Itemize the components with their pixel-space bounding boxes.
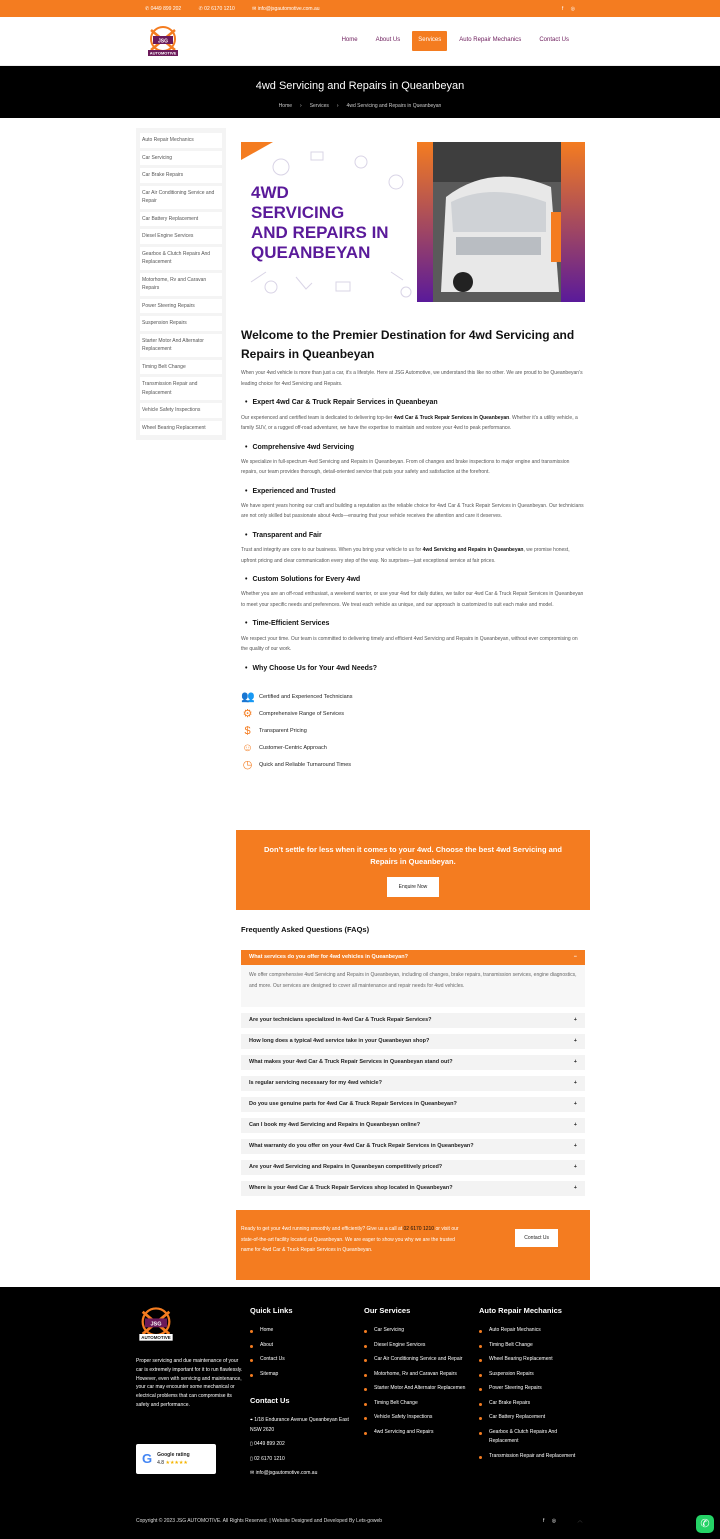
sidebar-item[interactable]: Transmission Repair and Replacement [140,377,222,400]
feature-item: $ Transparent Pricing [241,723,585,740]
main-nav [0,17,720,66]
scroll-top-icon[interactable]: ︿ [577,1518,583,1524]
nav-menu [336,31,575,51]
section-heading: • Time-Efficient Services [241,618,585,629]
faq-question[interactable]: Can I book my 4wd Servicing and Repairs in Queanbeyan online? + [241,1118,585,1133]
svg-text:JSG: JSG [157,38,169,45]
enquire-now-button[interactable]: Enquire Now [387,877,440,897]
services-sidebar [136,128,226,440]
sidebar-item[interactable]: Timing Belt Change [140,360,222,375]
section-text: Our experienced and certified team is dedicated to delivering top-tier 4wd Car & Truck Repair Services in Queanbeyan. Whether it’s a utility vehicle, a family SUV, or a rugged off-road adventurer, we have the expertise to maintain and restore your 4wd to peak performance. [241,414,578,432]
section-text: We respect your time. Our team is committed to delivering timely and efficient 4wd Servicing and Repairs in Queanbeyan, without ever compromising on the quality of our work. [241,635,578,652]
footer-link[interactable]: Car Air Conditioning Service and Repair [364,1355,469,1365]
feature-list [241,689,585,774]
price-icon: $ [244,724,251,737]
section-heading: • Why Choose Us for Your 4wd Needs? [241,663,585,674]
plus-icon: + [573,1017,577,1024]
footer-link[interactable]: Transmission Repair and Replacement [479,1452,579,1462]
footer-link[interactable]: Timing Belt Change [364,1399,469,1409]
footer-link[interactable]: Gearbox & Clutch Repairs And Replacement [479,1428,579,1447]
clock-icon: ◷ [242,758,253,771]
email-icon: ✉ [250,1470,256,1476]
services-icon: ⚙ [242,707,253,720]
mobile-icon: ▯ [250,1441,255,1447]
footer-link[interactable]: Diesel Engine Services [364,1341,469,1351]
customer-icon: ☺ [241,741,254,754]
footer-link[interactable]: About [250,1341,350,1351]
sidebar-item[interactable]: Car Air Conditioning Service and Repair [140,186,222,209]
page-hero [0,66,720,118]
footer-link[interactable]: Contact Us [250,1355,350,1365]
plus-icon: + [573,1164,577,1171]
sidebar-item[interactable]: Vehicle Safety Inspections [140,403,222,418]
footer-link[interactable]: Vehicle Safety Inspections [364,1413,469,1423]
faq-accordion [241,950,585,1202]
section-heading: • Custom Solutions for Every 4wd [241,574,585,585]
plus-icon: + [573,1143,577,1150]
banner-line-2: SERVICING [251,203,345,222]
svg-text:AUTOMOTIVE: AUTOMOTIVE [149,50,177,56]
footer-link[interactable]: Sitemap [250,1370,350,1380]
phone-link-1[interactable]: ✆ 0449 899 202 [145,5,182,12]
plus-icon: + [573,1080,577,1087]
footer-about: Proper servicing and due maintenance of your car is extremely important for it to run flawlessly. However, even with servicing and maintenance, your car may encounter some mechanical or electrical problems that can compromise its safety and performance. [136,1358,243,1408]
section-heading: • Expert 4wd Car & Truck Repair Services in Queanbeyan [241,397,585,408]
faq-question[interactable]: Are your technicians specialized in 4wd Car & Truck Repair Services? + [241,1013,585,1028]
facebook-icon[interactable]: f [561,5,564,12]
logo[interactable] [145,24,181,58]
svg-text:AUTOMOTIVE: AUTOMOTIVE [141,1335,171,1340]
whatsapp-icon[interactable]: ✆ [696,1515,714,1533]
faq-question[interactable]: Where is your 4wd Car & Truck Repair Services shop located in Queanbeyan? + [241,1181,585,1196]
footer-link[interactable]: Auto Repair Mechanics [479,1326,579,1336]
faq-question[interactable]: Is regular servicing necessary for my 4wd vehicle? + [241,1076,585,1091]
cta-text: Don’t settle for less when it comes to your 4wd. Choose the best 4wd Servicing and Repairs in Queanbeyan. [264,845,562,866]
contact-cta-text: Ready to get your 4wd running smoothly and efficiently? Give us a call at 02 6170 1210 or visit our state-of-the-art facility located at Queanbeyan. We are eager to show you why we are the trusted name for 4wd Car & Truck Repair Services in Queanbeyan. [241,1226,459,1253]
main-content [236,128,590,1253]
nav-item-contact-us[interactable]: Contact Us [539,37,569,44]
section-heading: • Transparent and Fair [241,530,585,541]
faq-answer: We offer comprehensive 4wd Servicing and Repairs in Queanbeyan, including oil changes, brake repairs, transmission services, engine diagnostics, and more. Our services are designed to cover all maintenance and repair needs for 4wd vehicles. [241,965,585,1007]
footer-link[interactable]: Home [250,1326,350,1336]
copyright: Copyright © 2023 JSG AUTOMOTIVE. All Rights Reserved. | Website Designed and Developed By Lets-goweb [136,1518,383,1524]
footer-link[interactable]: Starter Motor And Alternator Replacemen [364,1384,469,1394]
contact-us-button[interactable]: Contact Us [515,1229,558,1247]
welcome-heading: Welcome to the Premier Destination for 4wd Servicing and Repairs in Queanbeyan [241,328,575,362]
footer-link[interactable]: Timing Belt Change [479,1341,579,1351]
nav-item-services[interactable]: Services [412,31,447,51]
feature-item: ◷ Quick and Reliable Turnaround Times [242,758,352,771]
faq-title: Frequently Asked Questions (FAQs) [241,925,370,934]
intro-text: When your 4wd vehicle is more than just a car, it’s a lifestyle. Here at JSG Automotive, we understand this like no other. We are proud to be Queanbeyan’s leading choice for 4wd Servicing and Repairs. [241,370,583,387]
bold-phrase: 4wd Car & Truck Repair Services in Queanbeyan [393,414,510,421]
google-icon: G [142,1450,153,1466]
team-icon: 👥 [241,690,255,703]
footer-phone-1[interactable]: 0449 899 202 [254,1441,285,1447]
footer-link[interactable]: 4wd Servicing and Repairs [364,1428,469,1438]
plus-icon: + [573,1185,577,1192]
footer-link[interactable]: Suspension Repairs [479,1370,579,1380]
sidebar-item[interactable]: Diesel Engine Services [140,229,222,244]
bold-phrase: 4wd Servicing and Repairs in Queanbeyan [422,547,524,554]
quick-links: Quick Links Home About Contact Us Sitemap Contact Us ⌖ 1/18 Endurance Avenue Queanbeyan East NSW 2620 ▯ 0449 899 202 ▯ 02 6170 1210 ✉ info@jsgautomotive.com.au [250,1305,350,1479]
section-text: We have spent years honing our craft and building a reputation as the reliable choice for 4wd Car & Truck Repair Services in Queanbeyan. Our technicians are not only skilled but passionate about 4wds—ensuring that your vehicle receives the attention and care it deserves. [241,502,584,520]
footer-link[interactable]: Car Battery Replacement [479,1413,579,1423]
footer-link[interactable]: Power Steering Repairs [479,1384,579,1394]
sidebar-item[interactable]: Auto Repair Mechanics [140,133,222,148]
footer-phone-2[interactable]: 02 6170 1210 [254,1455,285,1462]
section-text: Trust and integrity are core to our business. When you bring your vehicle to us for 4wd Servicing and Repairs in Queanbeyan, we promise honest, upfront pricing and clear communication every step of the way. No surprises—just exceptional service at fair prices. [241,547,570,564]
mechanics-links: Auto Repair Mechanics Auto Repair Mechanics Timing Belt Change Wheel Bearing Replacement Suspension Repairs Power Steering Repairs Car Brake Repairs Car Battery Replacement Gearbox & Clutch Repairs And Replacement Transmission Repair and Replacement [479,1305,579,1466]
footer-contact [250,1416,350,1479]
footer-link[interactable]: Car Servicing [364,1326,469,1336]
section-text: Whether you are an off-road enthusiast, a weekend warrior, or use your 4wd for daily duties, we tailor our 4wd Car & Truck Repair Services in Queanbeyan to meet your specific needs and preferences. We treat each vehicle as unique, and our approach is customized to suit each make and model. [241,591,584,608]
faq-question[interactable]: What services do you offer for 4wd vehicles in Queanbeyan? − [241,950,585,965]
cta-phone-link[interactable]: 02 6170 1210 [403,1226,435,1232]
footer-link[interactable]: Wheel Bearing Replacement [479,1355,579,1365]
email-link[interactable]: ✉ info@jsgautomotive.com.au [252,5,320,12]
page-title: 4wd Servicing and Repairs in Queanbeyan [255,80,465,92]
section-text: We specialize in full-spectrum 4wd Servicing and Repairs in Queanbeyan. From oil changes and brake inspections to major engine and transmission repairs, our team provides thorough, detail-oriented service that puts your safety and satisfaction at the forefront. [241,458,570,476]
feature-item: ☺ Customer-Centric Approach [241,741,327,754]
breadcrumb: Home › Services › 4wd Servicing and Repairs in Queanbeyan [278,102,442,109]
nav-item-about-us[interactable]: About Us [375,37,401,44]
sidebar-item[interactable]: Suspension Repairs [140,316,222,331]
banner-line-1: 4WD [251,183,289,202]
our-services-links: Our Services Car Servicing Diesel Engine Services Car Air Conditioning Service and Repair Motorhome, Rv and Caravan Repairs Starter Motor And Alternator Replacemen Timing Belt Change Vehicle Safety Inspections 4wd Servicing and Repairs [364,1305,469,1442]
footer-logo[interactable] [136,1305,176,1346]
feature-item: 👥 Certified and Experienced Technicians [241,690,353,703]
instagram-icon[interactable]: ◎ [570,5,575,12]
banner-line-3: AND REPAIRS IN [251,223,389,242]
google-rating-badge[interactable]: G Google rating 4.8 ★★★★★ [136,1444,216,1474]
footer-link[interactable]: Motorhome, Rv and Caravan Repairs [364,1370,469,1380]
phone-link-2[interactable]: ✆ 02 6170 1210 [198,5,235,12]
sidebar-item[interactable]: Car Brake Repairs [140,168,222,183]
footer [0,1287,720,1539]
service-banner [241,142,585,302]
plus-icon: + [573,1059,577,1066]
map-pin-icon: ⌖ [250,1417,255,1423]
facebook-icon[interactable]: f [543,1518,545,1524]
faq-question[interactable]: Are your 4wd Servicing and Repairs in Queanbeyan competitively priced? + [241,1160,585,1175]
banner-line-4: QUEANBEYAN [251,243,371,262]
section-heading: • Experienced and Trusted [241,486,585,497]
instagram-icon[interactable]: ◎ [551,1518,557,1524]
plus-icon: + [573,1122,577,1129]
cta-banner [236,830,590,910]
sidebar-item[interactable]: Car Battery Replacement [140,212,222,227]
phone-icon: ▯ [250,1455,255,1462]
sidebar-item[interactable]: Car Servicing [140,151,222,166]
contact-cta [236,1210,590,1280]
footer-address: 1/18 Endurance Avenue Queanbeyan East NSW 2620 [250,1417,349,1433]
crumb-home[interactable]: Home [278,102,293,109]
faq-question[interactable]: Do you use genuine parts for 4wd Car & Truck Repair Services in Queanbeyan? + [241,1097,585,1112]
footer-email[interactable]: info@jsgautomotive.com.au [255,1470,318,1476]
sidebar-item[interactable]: Starter Motor And Alternator Replacement [140,334,222,357]
crumb-services[interactable]: Services [309,102,329,109]
sidebar-item[interactable]: Power Steering Repairs [140,299,222,314]
crumb-current: 4wd Servicing and Repairs in Queanbeyan [346,102,442,109]
feature-item: ⚙ Comprehensive Range of Services [242,707,344,720]
footer-link[interactable]: Car Brake Repairs [479,1399,579,1409]
sidebar-item[interactable]: Wheel Bearing Replacement [140,421,222,436]
plus-icon: + [573,1038,577,1045]
sidebar-item[interactable]: Gearbox & Clutch Repairs And Replacement [140,247,222,270]
faq-question[interactable]: How long does a typical 4wd service take in your Queanbeyan shop? + [241,1034,585,1049]
faq-question[interactable]: What makes your 4wd Car & Truck Repair Services in Queanbeyan stand out? + [241,1055,585,1070]
footer-social [543,1517,589,1525]
plus-icon: + [573,1101,577,1108]
svg-text:JSG: JSG [150,1321,162,1328]
top-bar [0,0,720,17]
sidebar-item[interactable]: Motorhome, Rv and Caravan Repairs [140,273,222,296]
minus-icon: − [573,954,577,961]
nav-item-auto-repair-mechanics[interactable]: Auto Repair Mechanics [459,37,522,44]
star-icons: ★★★★★ [165,1460,188,1466]
section-heading: • Comprehensive 4wd Servicing [241,442,585,453]
nav-item-home[interactable]: Home [341,37,358,44]
faq-question[interactable]: What warranty do you offer on your 4wd Car & Truck Repair Services in Queanbeyan? + [241,1139,585,1154]
